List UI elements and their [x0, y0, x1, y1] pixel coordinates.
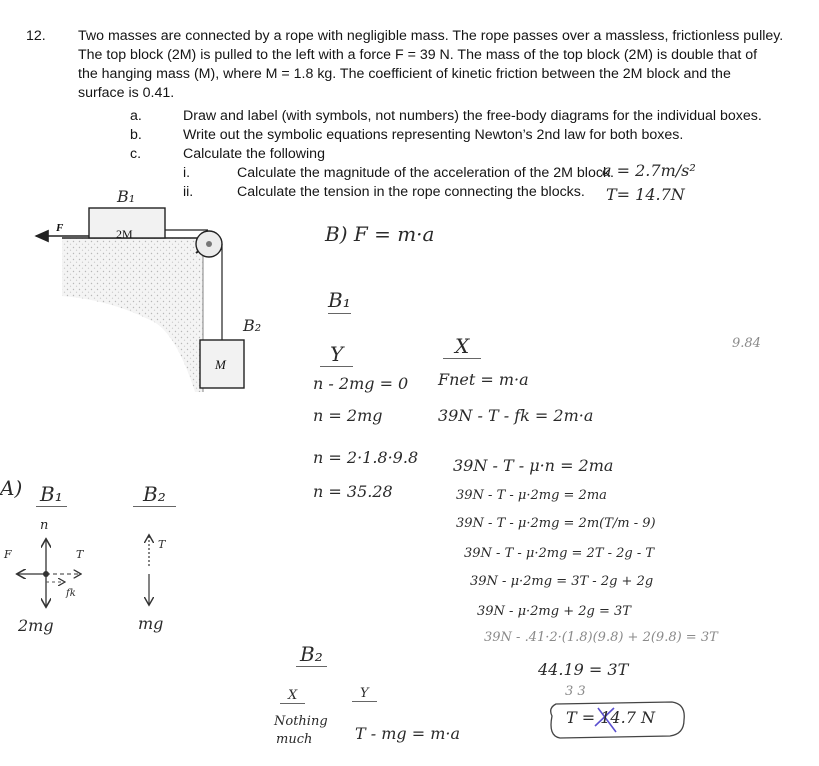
y-eq-1: n - 2mg = 0 — [313, 374, 409, 393]
problem-line-4: surface is 0.41. — [78, 85, 175, 101]
x-eq-10: 44.19 = 3T — [538, 660, 629, 679]
x-eq-11: 3 3 — [565, 684, 586, 699]
y-eq-2: n = 2mg — [313, 406, 383, 425]
corner-note: 9.84 — [732, 336, 761, 351]
part-a-text: Draw and label (with symbols, not numbers) the free-body diagrams for the individual boxes. — [183, 108, 762, 124]
part-b-text: Write out the symbolic equations representing Newton’s 2nd law for both boxes. — [183, 127, 684, 143]
b2-x-heading: X — [280, 688, 305, 704]
subpart-ii-label: ii. — [183, 184, 194, 200]
problem-line-1: Two masses are connected by a rope with negligible mass. The rope passes over a massless, frictionless pulley. — [78, 28, 784, 44]
fbd-friction-label: fk — [66, 588, 76, 599]
fbd-normal-label: n — [40, 518, 49, 533]
fbd-b2-weight-label: mg — [138, 614, 164, 633]
figure-b1-label: B₁ — [117, 187, 136, 206]
fbd-b2-tension-label: T — [158, 538, 166, 551]
figure-b2-label: B₂ — [243, 316, 262, 335]
x-eq-5: 39N - T - μ·2mg = 2m(T/m - 9) — [456, 516, 656, 531]
part-c-text: Calculate the following — [183, 146, 325, 162]
hanging-block-label: M — [215, 357, 226, 372]
answer-tension: T= 14.7N — [606, 185, 685, 204]
problem-line-3: the hanging mass (M), where M = 1.8 kg. The coefficient of kinetic friction between the 2M block and the — [78, 66, 731, 82]
b2-work-heading: B₂ — [296, 642, 327, 667]
subpart-i-text: Calculate the magnitude of the acceleration of the 2M block. — [237, 165, 614, 181]
problem-line-2: The top block (2M) is pulled to the left with a force F = 39 N. The mass of the top block (2M) is double that of — [78, 47, 758, 63]
fbd-tension-label: T — [76, 548, 84, 561]
part-b-heading: B) F = m·a — [325, 222, 435, 246]
x-eq-9: 39N - .41·2·(1.8)(9.8) + 2(9.8) = 3T — [484, 630, 718, 645]
b2-much-text: much — [276, 732, 313, 747]
part-a-label-hand: A) — [0, 476, 23, 500]
fbd-b2-heading: B₂ — [133, 482, 176, 507]
subpart-ii-text: Calculate the tension in the rope connecting the blocks. — [237, 184, 585, 200]
fbd-b1-weight-label: 2mg — [18, 616, 54, 635]
y-axis-heading: Y — [320, 342, 353, 367]
part-a-label: a. — [130, 108, 142, 124]
part-c-label: c. — [130, 146, 142, 162]
x-eq-1: Fnet = m·a — [438, 370, 529, 389]
problem-number: 12. — [26, 28, 46, 44]
b2-y-heading: Y — [352, 686, 377, 702]
part-b-label: b. — [130, 127, 142, 143]
x-eq-3: 39N - T - μ·n = 2ma — [453, 456, 614, 475]
x-eq-8: 39N - μ·2mg + 2g = 3T — [477, 604, 631, 619]
b1-heading: B₁ — [328, 288, 351, 312]
y-eq-3: n = 2·1.8·9.8 — [313, 448, 419, 467]
x-axis-heading: X — [443, 334, 481, 359]
x-eq-6: 39N - T - μ·2mg = 2T - 2g - T — [464, 546, 655, 561]
top-block-label: 2M — [116, 227, 133, 241]
x-eq-7: 39N - μ·2mg = 3T - 2g + 2g — [470, 574, 654, 589]
fbd-b1-heading: B₁ — [36, 482, 67, 507]
b2-nothing-text: Nothing — [274, 714, 328, 729]
y-eq-4: n = 35.28 — [313, 482, 393, 501]
subpart-i-label: i. — [183, 165, 191, 181]
x-eq-2: 39N - T - fk = 2m·a — [438, 406, 594, 425]
b2-equation: T - mg = m·a — [355, 724, 461, 743]
fbd-force-label: F — [4, 548, 12, 561]
answer-acceleration: a = 2.7m/s² — [602, 161, 696, 180]
tension-answer-boxed: T = 14.7 N — [566, 708, 655, 727]
force-label: F — [56, 222, 64, 234]
x-eq-4: 39N - T - μ·2mg = 2ma — [456, 488, 607, 503]
